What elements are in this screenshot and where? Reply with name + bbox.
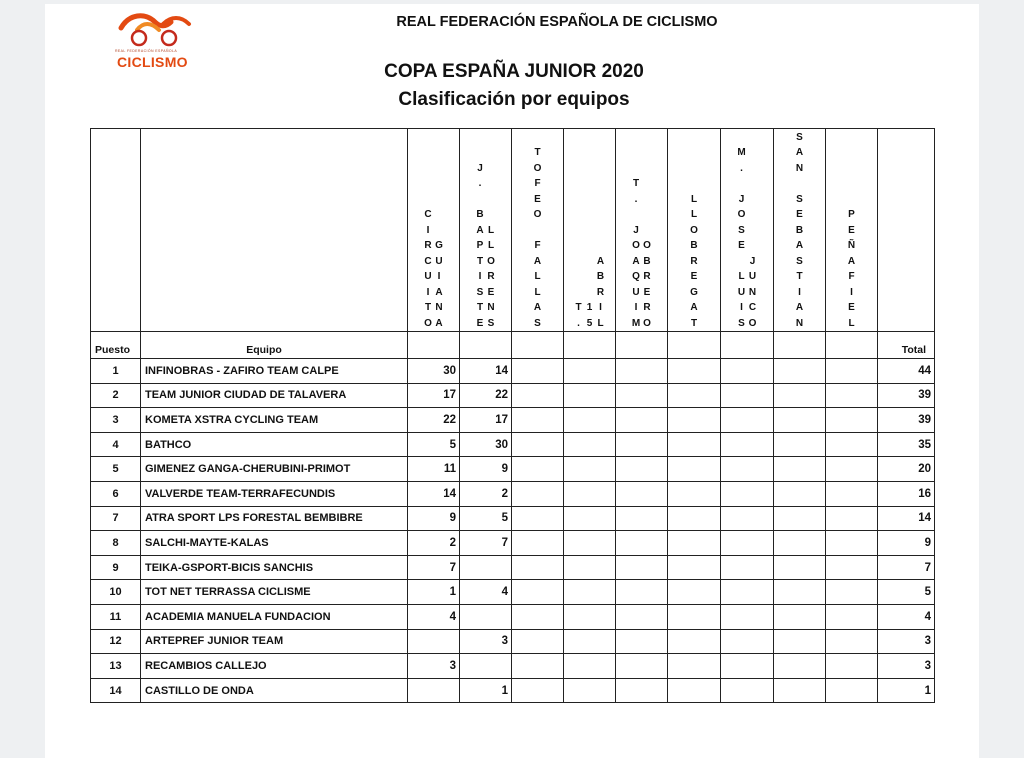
score-cell: [460, 555, 512, 580]
score-cell: 22: [460, 383, 512, 408]
score-cell: [512, 678, 564, 703]
team-cell: RECAMBIOS CALLEJO: [141, 654, 408, 679]
race-header-label: T O F E O F A L L A S: [533, 147, 542, 329]
score-cell: [721, 654, 774, 679]
score-cell: [616, 359, 668, 384]
score-cell: [774, 531, 826, 556]
score-cell: [616, 457, 668, 482]
team-cell: INFINOBRAS - ZAFIRO TEAM CALPE: [141, 359, 408, 384]
race-header-label: T . J O A Q U I M: [631, 178, 641, 329]
score-cell: [668, 678, 721, 703]
team-cell: CASTILLO DE ONDA: [141, 678, 408, 703]
table-row: [91, 408, 935, 433]
federation-title: REAL FEDERACIÓN ESPAÑOLA DE CICLISMO: [396, 14, 718, 30]
race-header: [826, 129, 878, 332]
score-cell: [616, 506, 668, 531]
score-cell: [826, 506, 878, 531]
label-blank-cell: [408, 332, 460, 359]
total-cell: 16: [878, 481, 935, 506]
score-cell: 3: [460, 629, 512, 654]
race-header: [512, 129, 564, 332]
race-header-label: L L O B R E G A T: [690, 193, 698, 329]
score-cell: [616, 481, 668, 506]
table-row: [91, 629, 935, 654]
position-cell: 12: [91, 629, 141, 654]
score-cell: 2: [460, 481, 512, 506]
team-cell: ATRA SPORT LPS FORESTAL BEMBIBRE: [141, 506, 408, 531]
score-cell: [668, 432, 721, 457]
score-cell: 17: [460, 408, 512, 433]
score-cell: [721, 555, 774, 580]
score-cell: [668, 506, 721, 531]
score-cell: [668, 629, 721, 654]
total-cell: 39: [878, 383, 935, 408]
score-cell: [512, 629, 564, 654]
page-title: COPA ESPAÑA JUNIOR 2020: [384, 61, 644, 82]
position-cell: 11: [91, 604, 141, 629]
score-cell: [774, 654, 826, 679]
race-header-label: O B R E R O: [643, 240, 651, 329]
table-row: [91, 383, 935, 408]
score-cell: 14: [460, 359, 512, 384]
score-cell: [826, 383, 878, 408]
total-cell: 9: [878, 531, 935, 556]
header-blank-cell: [878, 129, 935, 332]
position-cell: 9: [91, 555, 141, 580]
score-cell: [616, 383, 668, 408]
team-cell: TEIKA-GSPORT-BICIS SANCHIS: [141, 555, 408, 580]
score-cell: [721, 359, 774, 384]
race-header: [721, 129, 774, 332]
race-header-label: A B R I L: [596, 255, 605, 329]
score-cell: [721, 408, 774, 433]
position-cell: 13: [91, 654, 141, 679]
score-cell: [564, 678, 616, 703]
score-cell: [721, 432, 774, 457]
total-cell: 3: [878, 654, 935, 679]
score-cell: [774, 580, 826, 605]
score-cell: [668, 654, 721, 679]
score-cell: [512, 531, 564, 556]
position-cell: 4: [91, 432, 141, 457]
score-cell: [512, 457, 564, 482]
score-cell: [616, 531, 668, 556]
score-cell: [668, 531, 721, 556]
score-cell: [826, 481, 878, 506]
score-cell: [774, 408, 826, 433]
header-blank-cell: [141, 129, 408, 332]
score-cell: 3: [408, 654, 460, 679]
score-cell: [826, 457, 878, 482]
header-blank-cell: [91, 129, 141, 332]
label-blank-cell: [512, 332, 564, 359]
race-header: [668, 129, 721, 332]
race-header-label: J U N C O: [748, 255, 757, 329]
score-cell: [826, 654, 878, 679]
position-cell: 2: [91, 383, 141, 408]
label-blank-cell: [721, 332, 774, 359]
score-cell: [721, 580, 774, 605]
race-header: [774, 129, 826, 332]
score-cell: [512, 408, 564, 433]
position-cell: 7: [91, 506, 141, 531]
score-cell: [564, 580, 616, 605]
score-cell: [564, 531, 616, 556]
race-header-row: [91, 129, 935, 332]
score-cell: 2: [408, 531, 460, 556]
race-header-label: G U I A N A: [435, 240, 443, 329]
label-row: [91, 332, 935, 359]
score-cell: [826, 580, 878, 605]
team-cell: KOMETA XSTRA CYCLING TEAM: [141, 408, 408, 433]
score-cell: [564, 457, 616, 482]
table-row: [91, 506, 935, 531]
puesto-label: Puesto: [91, 332, 141, 359]
score-cell: 11: [408, 457, 460, 482]
score-cell: [774, 555, 826, 580]
score-cell: [826, 555, 878, 580]
team-cell: TEAM JUNIOR CIUDAD DE TALAVERA: [141, 383, 408, 408]
score-cell: [512, 604, 564, 629]
table-row: [91, 432, 935, 457]
score-cell: [826, 604, 878, 629]
score-cell: 7: [460, 531, 512, 556]
score-cell: 5: [408, 432, 460, 457]
score-cell: [668, 457, 721, 482]
score-cell: [408, 629, 460, 654]
label-blank-cell: [774, 332, 826, 359]
score-cell: [564, 408, 616, 433]
label-blank-cell: [564, 332, 616, 359]
position-cell: 6: [91, 481, 141, 506]
score-cell: [721, 383, 774, 408]
score-cell: [774, 678, 826, 703]
team-cell: TOT NET TERRASSA CICLISME: [141, 580, 408, 605]
score-cell: [774, 457, 826, 482]
team-cell: SALCHI-MAYTE-KALAS: [141, 531, 408, 556]
score-cell: 22: [408, 408, 460, 433]
score-cell: 30: [460, 432, 512, 457]
table-row: [91, 580, 935, 605]
total-cell: 35: [878, 432, 935, 457]
race-header: [616, 129, 668, 332]
table-row: [91, 457, 935, 482]
score-cell: [564, 383, 616, 408]
race-header-label: M . J O S E L U I S: [737, 147, 746, 329]
score-cell: [774, 604, 826, 629]
score-cell: [564, 506, 616, 531]
total-cell: 4: [878, 604, 935, 629]
total-cell: 14: [878, 506, 935, 531]
total-cell: 39: [878, 408, 935, 433]
score-cell: [774, 629, 826, 654]
total-cell: 3: [878, 629, 935, 654]
position-cell: 10: [91, 580, 141, 605]
score-cell: [564, 654, 616, 679]
score-cell: [512, 654, 564, 679]
label-blank-cell: [668, 332, 721, 359]
score-cell: [668, 408, 721, 433]
total-cell: 1: [878, 678, 935, 703]
score-cell: [721, 506, 774, 531]
score-cell: [616, 629, 668, 654]
score-cell: [564, 481, 616, 506]
score-cell: [460, 654, 512, 679]
score-cell: 30: [408, 359, 460, 384]
score-cell: [774, 432, 826, 457]
score-cell: [774, 481, 826, 506]
label-blank-cell: [616, 332, 668, 359]
score-cell: [616, 580, 668, 605]
logo-small-text: REAL FEDERACIÓN ESPAÑOLA: [115, 49, 178, 53]
score-cell: [668, 383, 721, 408]
score-cell: [564, 432, 616, 457]
total-cell: 7: [878, 555, 935, 580]
team-cell: ARTEPREF JUNIOR TEAM: [141, 629, 408, 654]
score-cell: [512, 580, 564, 605]
score-cell: [512, 506, 564, 531]
score-cell: [512, 481, 564, 506]
race-header-label: P E Ñ A F I E L: [847, 209, 856, 329]
score-cell: 14: [408, 481, 460, 506]
score-cell: [721, 604, 774, 629]
table-row: [91, 604, 935, 629]
page-subtitle: Clasificación por equipos: [398, 89, 630, 110]
race-header-label: 1 5: [586, 302, 593, 329]
score-cell: [826, 432, 878, 457]
race-header: [408, 129, 460, 332]
position-cell: 5: [91, 457, 141, 482]
total-cell: 44: [878, 359, 935, 384]
score-cell: [408, 678, 460, 703]
score-cell: 1: [408, 580, 460, 605]
standings-table: [90, 128, 935, 703]
score-cell: [668, 481, 721, 506]
logo-main-text: CICLISMO: [117, 54, 188, 70]
score-cell: 4: [408, 604, 460, 629]
score-cell: [826, 531, 878, 556]
race-header: [460, 129, 512, 332]
score-cell: [512, 359, 564, 384]
race-header-label: S A N S E B A S T I A N: [795, 131, 804, 329]
score-cell: [721, 531, 774, 556]
race-header: [564, 129, 616, 332]
score-cell: 5: [460, 506, 512, 531]
score-cell: [616, 678, 668, 703]
score-cell: [774, 383, 826, 408]
score-cell: [826, 359, 878, 384]
score-cell: 9: [460, 457, 512, 482]
score-cell: [668, 580, 721, 605]
table-row: [91, 678, 935, 703]
table-row: [91, 555, 935, 580]
score-cell: [512, 432, 564, 457]
score-cell: [774, 506, 826, 531]
race-header-label: C I R C U I T O: [424, 209, 432, 329]
score-cell: 4: [460, 580, 512, 605]
score-cell: [616, 654, 668, 679]
team-cell: ACADEMIA MANUELA FUNDACION: [141, 604, 408, 629]
score-cell: [616, 408, 668, 433]
score-cell: [826, 678, 878, 703]
score-cell: [564, 359, 616, 384]
race-header-label: T .: [575, 302, 582, 329]
table-row: [91, 481, 935, 506]
score-cell: [564, 629, 616, 654]
total-cell: 20: [878, 457, 935, 482]
total-cell: 5: [878, 580, 935, 605]
race-header-label: J . B A P T I S T E: [476, 162, 484, 329]
table-row: [91, 359, 935, 384]
score-cell: [826, 629, 878, 654]
score-cell: [668, 604, 721, 629]
score-cell: 17: [408, 383, 460, 408]
score-cell: 9: [408, 506, 460, 531]
table-row: [91, 531, 935, 556]
score-cell: [616, 604, 668, 629]
score-cell: [774, 359, 826, 384]
score-cell: [721, 457, 774, 482]
score-cell: [512, 383, 564, 408]
score-cell: [564, 604, 616, 629]
score-cell: [460, 604, 512, 629]
score-cell: [564, 555, 616, 580]
position-cell: 1: [91, 359, 141, 384]
score-cell: [616, 432, 668, 457]
score-cell: 7: [408, 555, 460, 580]
team-cell: BATHCO: [141, 432, 408, 457]
score-cell: [721, 629, 774, 654]
score-cell: [668, 555, 721, 580]
score-cell: [721, 481, 774, 506]
score-cell: [616, 555, 668, 580]
position-cell: 8: [91, 531, 141, 556]
total-label: Total: [878, 332, 935, 359]
team-cell: VALVERDE TEAM-TERRAFECUNDIS: [141, 481, 408, 506]
position-cell: 14: [91, 678, 141, 703]
score-cell: [826, 408, 878, 433]
position-cell: 3: [91, 408, 141, 433]
equipo-label: Equipo: [141, 332, 408, 359]
label-blank-cell: [460, 332, 512, 359]
race-header-label: L L O R E N S: [487, 224, 495, 329]
score-cell: [512, 555, 564, 580]
score-cell: 1: [460, 678, 512, 703]
table-row: [91, 654, 935, 679]
team-cell: GIMENEZ GANGA-CHERUBINI-PRIMOT: [141, 457, 408, 482]
label-blank-cell: [826, 332, 878, 359]
score-cell: [721, 678, 774, 703]
score-cell: [668, 359, 721, 384]
